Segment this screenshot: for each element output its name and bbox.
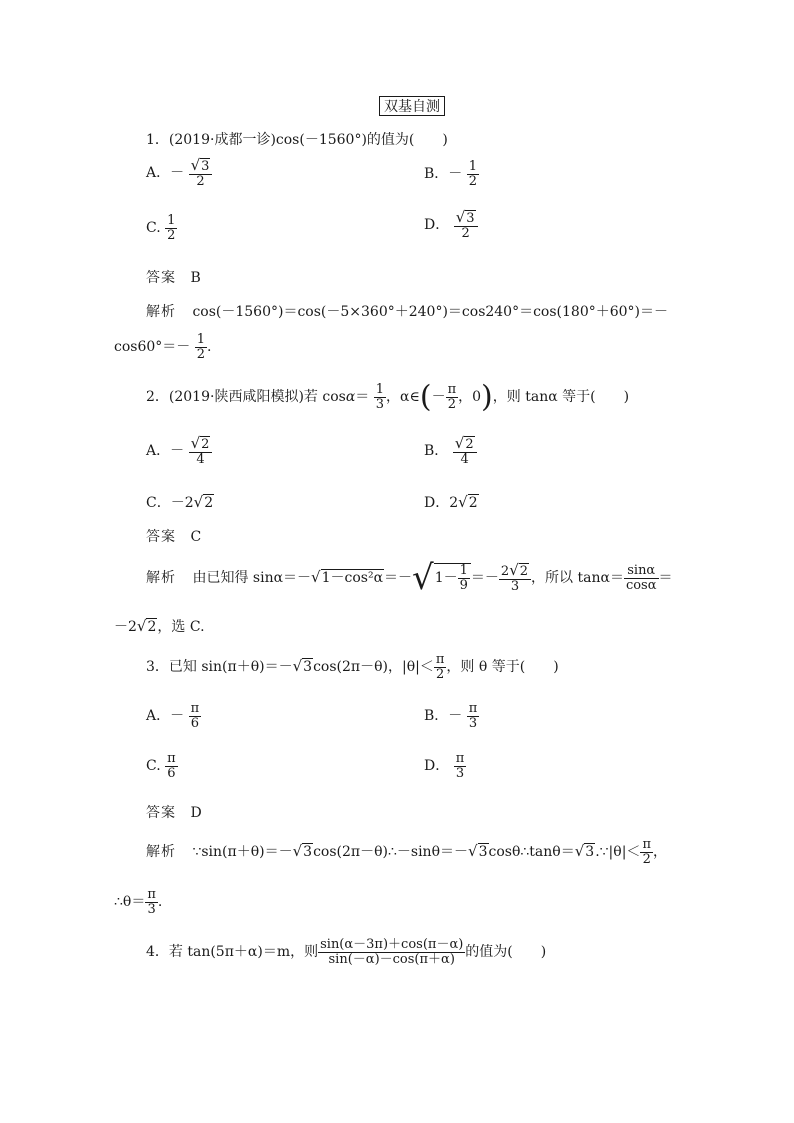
q1-option-d bbox=[424, 210, 478, 240]
q3-stem-rad: 3 bbox=[303, 659, 313, 676]
q1-a-den: 2 bbox=[189, 174, 213, 189]
q3-b-den: 3 bbox=[467, 716, 480, 731]
q2-stem-pi: π bbox=[447, 382, 457, 397]
sqrt-sign-icon: √ bbox=[574, 842, 585, 861]
q2-option-b bbox=[424, 436, 477, 466]
analysis-label: 解析 bbox=[146, 570, 176, 586]
q3-analysis-line2 bbox=[114, 888, 162, 916]
q2-analysis-eq: ＝－ bbox=[384, 570, 413, 586]
q4-frac-den: sin(－α)－cos(π＋α) bbox=[318, 952, 465, 967]
q3-analysis bbox=[146, 838, 667, 866]
sqrt-sign-icon: √ bbox=[509, 560, 519, 579]
q2-stem: 2．(2019·陕西咸阳模拟)若 cosα＝ $\frac{1}{3}$ ，α∈(－ $\frac{\pi}{2}$ ，0)，则 tanα 等于( ) bbox=[146, 379, 630, 415]
q2-analysis-frac-r2 bbox=[499, 560, 531, 594]
q3-analysis-pi: π bbox=[642, 837, 651, 852]
sqrt-sign-icon: √ bbox=[311, 568, 321, 586]
q3-b-num: π bbox=[468, 701, 478, 716]
sqrt-sign-icon: √ bbox=[190, 156, 201, 174]
q2-analysis-eq3: ＝ bbox=[658, 570, 673, 586]
right-paren-icon: ) bbox=[481, 379, 493, 415]
sqrt-sign-icon: √ bbox=[190, 434, 201, 452]
q3-analysis-line2-end: . bbox=[157, 894, 163, 911]
q2-option-d bbox=[424, 495, 479, 510]
q3-option-c-frac bbox=[165, 752, 178, 780]
q2-analysis-line2-end: ，选 C. bbox=[157, 619, 205, 635]
q2-analysis-so: ，所以 tanα＝ bbox=[531, 570, 624, 586]
q4-frac-num: sin(α－3π)＋cos(π－α) bbox=[320, 937, 464, 952]
q2-alpha: α bbox=[345, 389, 356, 406]
q1-analysis-line2 bbox=[114, 333, 211, 361]
q2-analysis-tan-frac bbox=[624, 564, 659, 592]
q3-stem-end: ，则 θ 等于( ) bbox=[446, 659, 559, 676]
q1-option-b-frac bbox=[467, 160, 479, 188]
sqrt-sign-icon: √ bbox=[292, 657, 303, 676]
q1-analysis bbox=[146, 305, 668, 319]
q1-d-den: 2 bbox=[454, 226, 478, 241]
analysis-label: 解析 bbox=[146, 304, 176, 320]
q1-b-den: 2 bbox=[468, 173, 478, 189]
q3-analysis-d: .∵|θ|＜ bbox=[595, 844, 641, 861]
q2-stem-mid: ，α∈ bbox=[386, 389, 420, 406]
q1-c-den: 2 bbox=[167, 227, 176, 243]
answer-label: 答案 bbox=[146, 270, 176, 286]
q1-option-c-frac bbox=[165, 214, 177, 242]
q2-analysis bbox=[146, 558, 673, 598]
q3-stem-b: cos(2π－θ)，|θ|＜ bbox=[313, 659, 434, 676]
q3-option-c bbox=[146, 752, 178, 780]
q2-analysis-r2: 2 bbox=[519, 563, 529, 579]
q1-option-c-label: C. bbox=[146, 220, 161, 237]
sqrt-sign-icon: √ bbox=[455, 208, 466, 226]
analysis-label: 解析 bbox=[146, 844, 176, 861]
q3-option-d-frac bbox=[454, 752, 467, 780]
q4-stem-end: 的值为( ) bbox=[465, 944, 547, 961]
q3-analysis-rad2: 3 bbox=[478, 844, 488, 861]
q3-analysis-line2-frac bbox=[145, 888, 158, 916]
q1-answer bbox=[146, 271, 201, 285]
q3-option-a bbox=[146, 702, 201, 730]
q2-stem-den: 3 bbox=[375, 396, 385, 412]
q2-stem-pi-den: 2 bbox=[446, 397, 459, 412]
q2-analysis-sin: sinα bbox=[627, 562, 656, 578]
sqrt-sign-icon: √ bbox=[136, 617, 147, 635]
q3-analysis-a: ∵sin(π＋θ)＝－ bbox=[192, 844, 293, 861]
q3-stem-den: 2 bbox=[434, 667, 447, 682]
q3-analysis-line2-text: ∴θ＝ bbox=[114, 894, 146, 911]
q2-analysis-eq2: ＝－ bbox=[470, 570, 499, 586]
q3-stem-a: 3．已知 sin(π＋θ)＝－ bbox=[146, 659, 293, 676]
section-title: 双基自测 bbox=[379, 96, 445, 116]
q2-stem-pi-frac bbox=[446, 383, 459, 411]
q3-analysis-den: 2 bbox=[640, 852, 653, 867]
q3-c-num: π bbox=[167, 751, 176, 766]
q1-b-num: 1 bbox=[468, 159, 478, 174]
sqrt-sign-icon: √ bbox=[454, 434, 465, 452]
q2-option-a-label: A．－ bbox=[146, 443, 185, 460]
q1-stem: 1．(2019·成都一诊)cos(－1560°)的值为( ) bbox=[146, 132, 448, 148]
q3-answer-value: D bbox=[190, 805, 202, 821]
q3-stem bbox=[146, 653, 559, 681]
q2-analysis-n19: 1 bbox=[459, 563, 468, 579]
q4-stem bbox=[146, 938, 546, 966]
q2-option-b-label: B． bbox=[424, 443, 449, 460]
q2-analysis-bigroot bbox=[434, 563, 471, 592]
q3-option-c-label: C. bbox=[146, 758, 161, 775]
q2-analysis-frac19 bbox=[458, 564, 470, 592]
q3-analysis-c: cosθ∴tanθ＝ bbox=[488, 844, 575, 861]
q2-analysis-line2-text: －2 bbox=[114, 619, 137, 635]
q2-stem-zero: 0 bbox=[472, 389, 482, 406]
q3-analysis-line2-pi: π bbox=[147, 887, 156, 902]
answer-label: 答案 bbox=[146, 805, 176, 821]
q3-d-num: π bbox=[455, 751, 465, 766]
q2-analysis-d3: 3 bbox=[499, 579, 531, 594]
q2-analysis-one: 1－ bbox=[434, 570, 458, 587]
sqrt-sign-icon: √ bbox=[193, 493, 204, 511]
q2-stem-eq: ＝ bbox=[355, 389, 370, 406]
q1-analysis-num: 1 bbox=[196, 332, 206, 347]
q1-d-num: 3 bbox=[466, 211, 475, 226]
q3-option-b-frac bbox=[467, 702, 480, 730]
big-sqrt-icon: √ bbox=[412, 558, 434, 598]
q3-option-a-frac bbox=[189, 702, 202, 730]
q2-option-c bbox=[146, 495, 214, 510]
q1-option-d-frac bbox=[454, 210, 478, 240]
q2-answer bbox=[146, 530, 201, 544]
left-paren-icon: ( bbox=[419, 379, 432, 415]
q1-c-num: 1 bbox=[167, 213, 176, 228]
q2-option-d-text: D．2 bbox=[424, 495, 459, 511]
q2-a-num: 2 bbox=[201, 437, 210, 452]
q2-analysis-a: 由已知得 sinα＝－ bbox=[192, 570, 312, 586]
q3-analysis-b: cos(2π－θ)∴－sinθ＝－ bbox=[313, 844, 469, 861]
q3-analysis-rad1: 3 bbox=[303, 844, 313, 861]
q2-analysis-line2 bbox=[114, 619, 205, 634]
q2-c-rad: 2 bbox=[204, 495, 214, 511]
q2-stem-num: 1 bbox=[375, 382, 385, 397]
q2-a-den: 4 bbox=[189, 452, 213, 467]
q3-option-b bbox=[424, 702, 479, 730]
q3-stem-frac bbox=[434, 653, 447, 681]
q2-analysis-d19: 9 bbox=[459, 578, 468, 593]
q1-option-d-label: D． bbox=[424, 217, 450, 234]
q3-a-num: π bbox=[190, 701, 200, 716]
sqrt-sign-icon: √ bbox=[458, 493, 468, 511]
q3-a-den: 6 bbox=[189, 716, 202, 731]
q3-analysis-rad3: 3 bbox=[585, 844, 595, 861]
q1-analysis-frac bbox=[195, 333, 207, 361]
sqrt-sign-icon: √ bbox=[468, 842, 478, 861]
q2-analysis-n2r2: 2 bbox=[500, 563, 510, 579]
q2-stem-frac bbox=[374, 383, 386, 411]
q1-option-b bbox=[424, 160, 479, 188]
q2-analysis-rad1: 1－cos²α bbox=[321, 570, 384, 586]
q1-analysis-end: . bbox=[207, 339, 212, 356]
q1-analysis-den: 2 bbox=[196, 346, 206, 362]
q1-option-c bbox=[146, 214, 177, 242]
q2-option-b-frac bbox=[453, 436, 477, 466]
q2-option-a bbox=[146, 436, 212, 466]
q2-b-num: 2 bbox=[465, 437, 474, 452]
q2-stem-end: ，则 tanα 等于( ) bbox=[492, 389, 630, 406]
q2-d-rad: 2 bbox=[468, 495, 478, 511]
q3-option-b-label: B．－ bbox=[424, 708, 463, 725]
q3-c-den: 6 bbox=[165, 766, 178, 781]
q2-answer-value: C bbox=[190, 529, 202, 545]
q3-answer bbox=[146, 806, 202, 820]
q2-stem-a: 2．(2019·陕西咸阳模拟)若 cos bbox=[146, 389, 346, 406]
q2-analysis-cos: cosα bbox=[625, 577, 657, 593]
q1-analysis-line2-text: cos60°＝－ bbox=[114, 339, 191, 356]
q1-answer-value: B bbox=[190, 270, 201, 286]
q4-stem-a: 4．若 tan(5π＋α)＝m，则 bbox=[146, 944, 319, 961]
q4-stem-frac bbox=[318, 938, 465, 966]
answer-label: 答案 bbox=[146, 529, 176, 545]
q1-option-a-frac bbox=[189, 158, 213, 188]
q2-option-a-frac bbox=[189, 436, 213, 466]
q3-d-den: 3 bbox=[454, 766, 467, 781]
q1-a-num: 3 bbox=[201, 159, 210, 174]
q3-analysis-line2-den: 3 bbox=[145, 902, 158, 917]
q1-analysis-line1: cos(－1560°)＝cos(－5×360°＋240°)＝cos240°＝cos(180°＋60°)＝－ bbox=[192, 304, 669, 320]
q3-option-a-label: A．－ bbox=[146, 708, 185, 725]
q3-option-d-label: D． bbox=[424, 758, 450, 775]
q3-analysis-comma: ， bbox=[652, 844, 667, 861]
q2-option-c-text: C．－2 bbox=[146, 495, 194, 511]
q1-option-a bbox=[146, 158, 212, 188]
q3-stem-pi: π bbox=[435, 652, 445, 667]
q2-b-den: 4 bbox=[453, 452, 477, 467]
q1-option-a-label: A．－ bbox=[146, 165, 185, 182]
q1-option-b-label: B．－ bbox=[424, 166, 463, 183]
q3-analysis-frac bbox=[640, 838, 653, 866]
sqrt-sign-icon: √ bbox=[292, 842, 303, 861]
q2-analysis-line2-rad: 2 bbox=[147, 619, 157, 635]
q3-option-d bbox=[424, 752, 466, 780]
